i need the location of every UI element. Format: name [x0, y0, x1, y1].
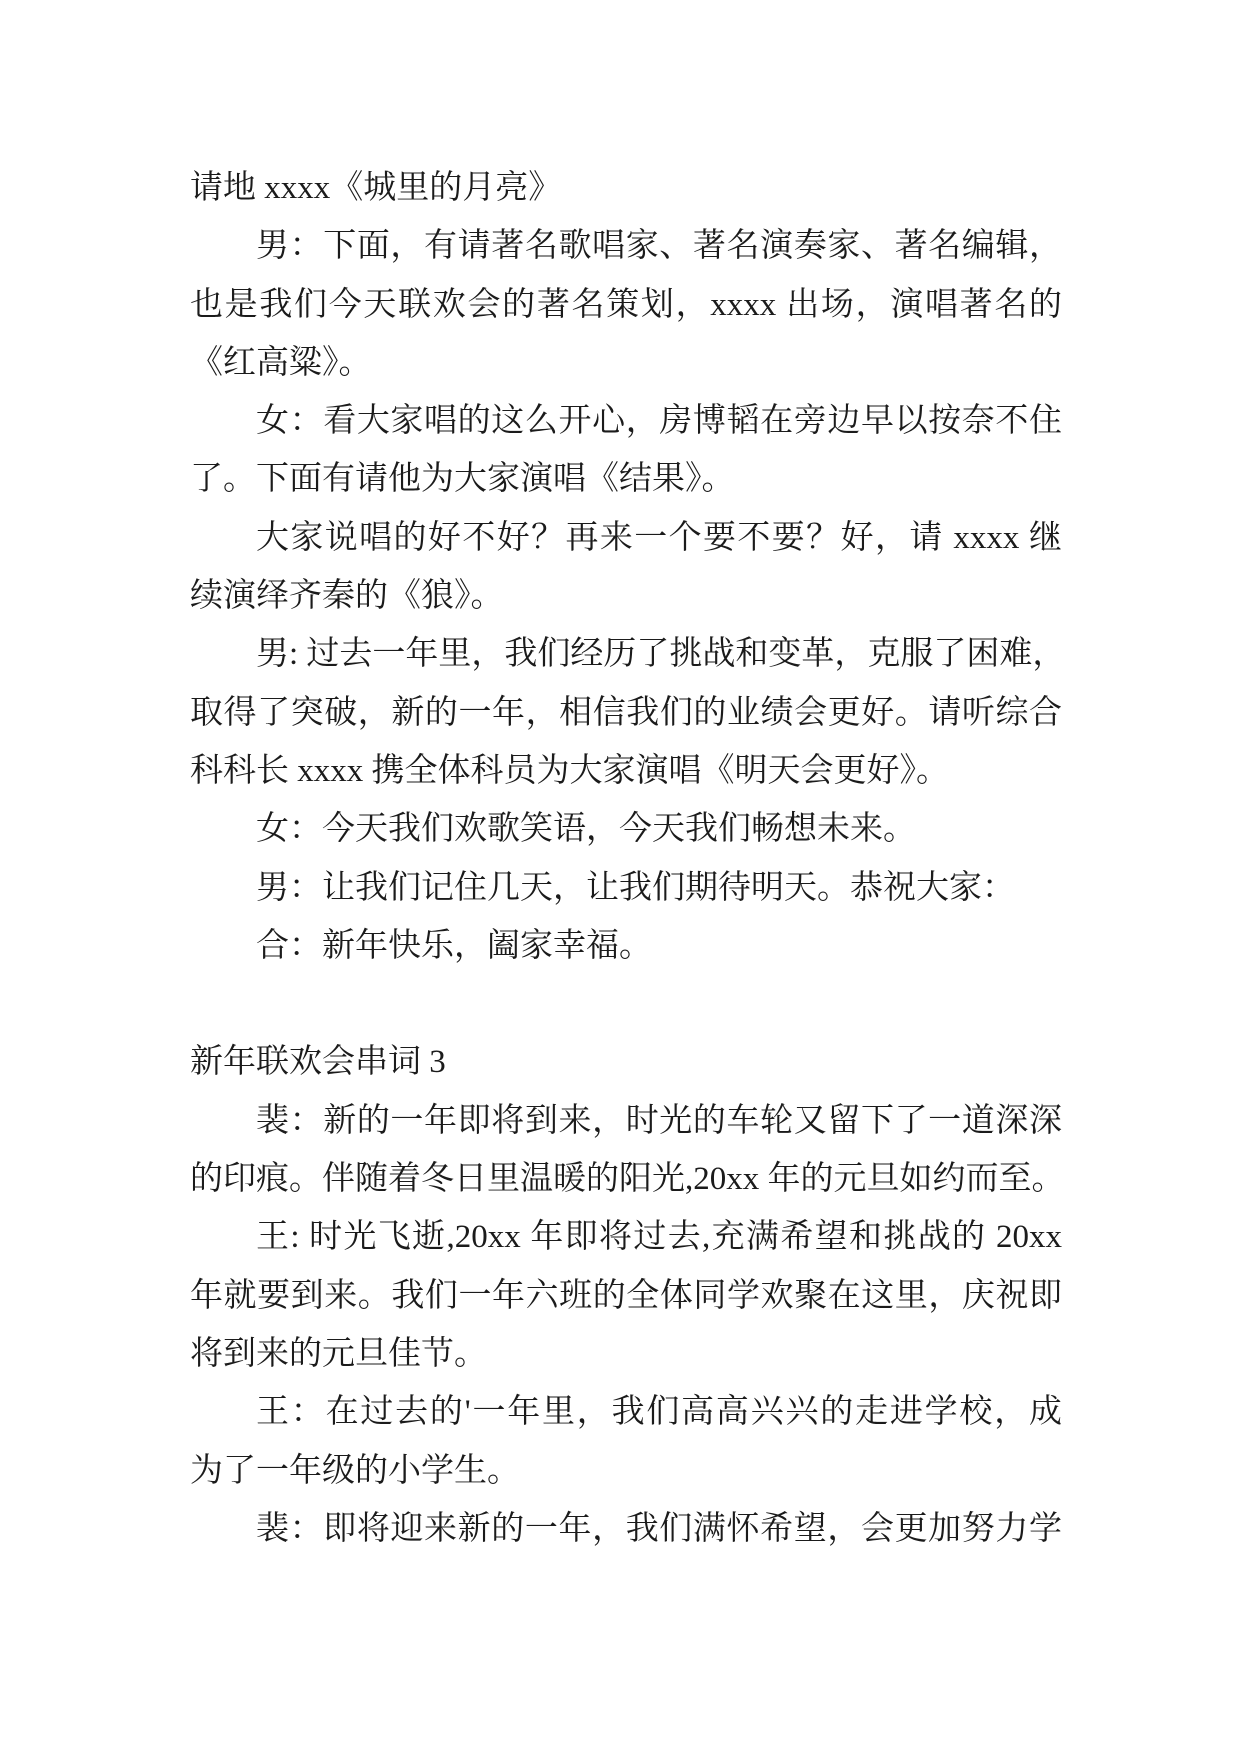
text-line: 女：今天我们欢歌笑语，今天我们畅想未来。	[256, 811, 916, 848]
text-line: 裴：即将迎来新的一年，我们满怀希望，会更加努力学	[256, 1510, 1062, 1547]
text-line: 也是我们今天联欢会的著名策划，xxxx 出场，演唱著名的	[190, 286, 1062, 323]
paragraph	[190, 509, 1062, 626]
text-line: 续演绎齐秦的《狼》。	[190, 578, 504, 615]
text-line: 男：下面，有请著名歌唱家、著名演奏家、著名编辑，	[256, 228, 1062, 265]
text-line: 王：在过去的'一年里，我们高高兴兴的走进学校，成	[256, 1394, 1062, 1431]
text-line: 合：新年快乐，阖家幸福。	[256, 927, 652, 964]
text-line: 年就要到来。我们一年六班的全体同学欢聚在这里，庆祝即	[190, 1277, 1062, 1314]
paragraph	[190, 800, 1062, 858]
text-line: 取得了突破，新的一年，相信我们的业绩会更好。请听综合	[190, 694, 1062, 731]
text-line: 裴：新的一年即将到来，时光的车轮又留下了一道深深	[256, 1102, 1062, 1139]
section-heading: 新年联欢会串词 3	[190, 1044, 446, 1081]
text-line: 大家说唱的好不好？再来一个要不要？好，请 xxxx 继	[256, 519, 1062, 556]
text-line: 《红高粱》。	[190, 344, 372, 381]
paragraph	[190, 625, 1066, 800]
text-line: 的印痕。伴随着冬日里温暖的阳光,20xx 年的元旦如约而至。	[190, 1161, 1065, 1198]
text-line: 了。下面有请他为大家演唱《结果》。	[190, 461, 735, 498]
paragraph	[190, 159, 1062, 217]
text-line: 女：看大家唱的这么开心，房博韬在旁边早以按奈不住	[256, 403, 1062, 440]
text-line: 男：让我们记住几天，让我们期待明天。恭祝大家：	[256, 869, 1015, 906]
paragraph	[190, 1208, 1062, 1383]
text-line: 为了一年级的小学生。	[190, 1452, 520, 1489]
text-line: 将到来的元旦佳节。	[190, 1335, 487, 1372]
text-body	[190, 159, 1066, 1558]
paragraph	[190, 1383, 1062, 1500]
paragraph	[190, 1500, 1062, 1558]
text-line: 科科长 xxxx 携全体科员为大家演唱《明天会更好》。	[190, 752, 949, 789]
text-line: 请地 xxxx《城里的月亮》	[190, 170, 562, 206]
text-line: 男: 过去一年里，我们经历了挑战和变革，克服了困难，	[256, 636, 1066, 673]
paragraph	[190, 1092, 1065, 1209]
paragraph	[190, 217, 1062, 392]
paragraph	[190, 917, 1062, 975]
text-line: 王: 时光飞逝,20xx 年即将过去,充满希望和挑战的 20xx	[256, 1219, 1062, 1256]
paragraph	[190, 859, 1062, 917]
paragraph	[190, 392, 1062, 509]
